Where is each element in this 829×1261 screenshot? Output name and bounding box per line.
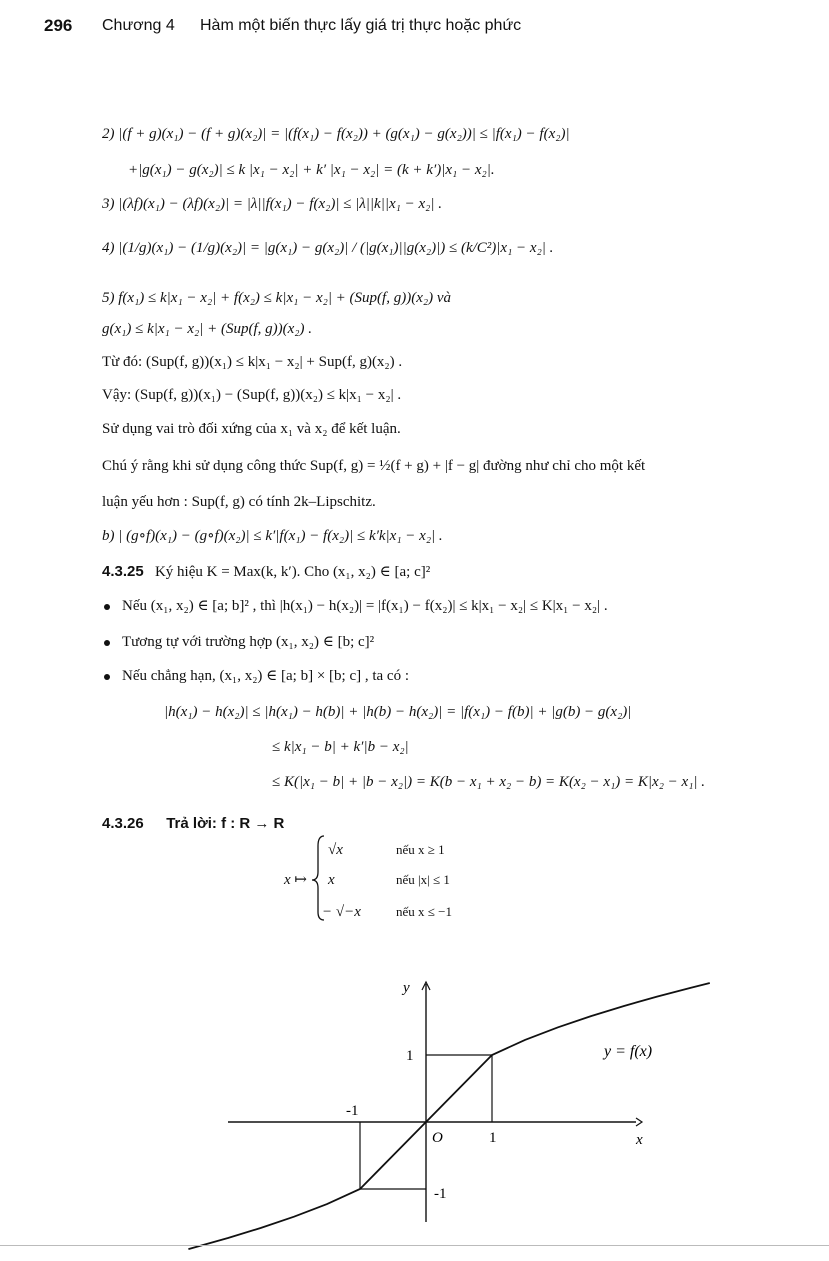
case-1-expr: √x xyxy=(328,842,343,858)
tick-label-x-1: 1 xyxy=(489,1130,497,1146)
line-5a: 5) f(x₁) ≤ k|x₁ − x₂| + f(x₂) ≤ k|x₁ − x₂| + (Sup(f, g))(x₂) và xyxy=(102,290,451,306)
x-axis-arrow xyxy=(636,1118,642,1126)
equation-line-3: ≤ K(|x₁ − b| + |b − x₂|) = K(b − x₁ + x₂ − b) = K(x₂ − x₁) = K|x₂ − x₁| . xyxy=(272,774,706,790)
bullet-text: Nếu chẳng hạn, (x₁, x₂) ∈ [a; b] × [b; c] , ta có : xyxy=(122,668,410,684)
maps-to: x ↦ xyxy=(284,872,307,888)
function-curve xyxy=(188,983,709,1249)
equation-line-2: ≤ k|x₁ − b| + k′|b − x₂| xyxy=(272,739,409,755)
tick-label-y-1: 1 xyxy=(406,1048,414,1064)
exercise-text: Ký hiệu K = Max(k, k′). Cho (x₁, x₂) ∈ [a; c]² xyxy=(154,564,431,580)
page-bottom-rule xyxy=(0,1245,829,1246)
line-6: Từ đó: (Sup(f, g))(x₁) ≤ k|x₁ − x₂| + Sup(f, g)(x₂) . xyxy=(102,354,403,370)
exercise-number: 4.3.26 xyxy=(102,815,144,832)
chapter-title: Hàm một biến thực lấy giá trị thực hoặc phức xyxy=(200,17,522,34)
y-axis-label: y xyxy=(403,980,410,996)
line-11: b) | (g∘f)(x₁) − (g∘f)(x₂)| ≤ k′|f(x₁) − f(x₂)| ≤ k′k|x₁ − x₂| . xyxy=(102,528,443,544)
chapter-label: Chương 4 xyxy=(102,17,175,34)
line-8: Sử dụng vai trò đối xứng của x₁ và x₂ để kết luận. xyxy=(102,421,401,437)
page-number: 296 xyxy=(44,16,73,35)
case-1-cond: nếu x ≥ 1 xyxy=(396,842,445,857)
equation-line-1: |h(x₁) − h(x₂)| ≤ |h(x₁) − h(b)| + |h(b) − h(x₂)| = |f(x₁) − f(b)| + |g(b) − g(x₂)| xyxy=(164,704,632,720)
tick-label-y-minus-1: -1 xyxy=(434,1186,447,1202)
case-3-expr: − √−x xyxy=(322,904,361,920)
line-5b: g(x₁) ≤ k|x₁ − x₂| + (Sup(f, g))(x₂) . xyxy=(102,321,312,337)
line-2b: +|g(x₁) − g(x₂)| ≤ k |x₁ − x₂| + k′ |x₁ − x₂| = (k + k′)|x₁ − x₂|. xyxy=(128,162,495,178)
case-3-cond: nếu x ≤ −1 xyxy=(396,904,452,919)
exercise-number: 4.3.25 xyxy=(102,563,144,580)
line-7: Vậy: (Sup(f, g))(x₁) − (Sup(f, g))(x₂) ≤ k|x₁ − x₂| . xyxy=(102,387,402,403)
curve-label: y = f(x) xyxy=(604,1043,653,1060)
bullet-text: Nếu (x₁, x₂) ∈ [a; b]² , thì |h(x₁) − h(x₂)| = |f(x₁) − f(x₂)| ≤ k|x₁ − x₂| ≤ K|x₁ − x₂| . xyxy=(122,598,608,614)
answer-text: Trả lời: f : R → R xyxy=(166,815,285,832)
tick-label-x-minus-1: -1 xyxy=(346,1103,359,1119)
line-9: Chú ý rằng khi sử dụng công thức Sup(f, g) = ½(f + g) + |f − g| đường như chỉ cho một kết xyxy=(102,458,646,474)
bullet-text: Tương tự với trường hợp (x₁, x₂) ∈ [b; c]² xyxy=(122,634,375,650)
line-10: luận yếu hơn : Sup(f, g) có tính 2k–Lipschitz. xyxy=(102,494,376,510)
case-2-expr: x xyxy=(328,872,335,888)
line-3: 3) |(λf)(x₁) − (λf)(x₂)| = |λ||f(x₁) − f(x₂)| ≤ |λ||k||x₁ − x₂| . xyxy=(102,196,442,212)
line-2a: 2) |(f + g)(x₁) − (f + g)(x₂)| = |(f(x₁) − f(x₂)) + (g(x₁) − g(x₂))| ≤ |f(x₁) − f(x₂)| xyxy=(102,126,570,142)
line-4: 4) |(1/g)(x₁) − (1/g)(x₂)| = |g(x₁) − g(x₂)| / (|g(x₁)||g(x₂)|) ≤ (k/C²)|x₁ − x₂| . xyxy=(102,240,554,256)
x-axis-label: x xyxy=(636,1132,643,1148)
case-2-cond: nếu |x| ≤ 1 xyxy=(396,872,450,887)
origin-label: O xyxy=(432,1130,443,1146)
